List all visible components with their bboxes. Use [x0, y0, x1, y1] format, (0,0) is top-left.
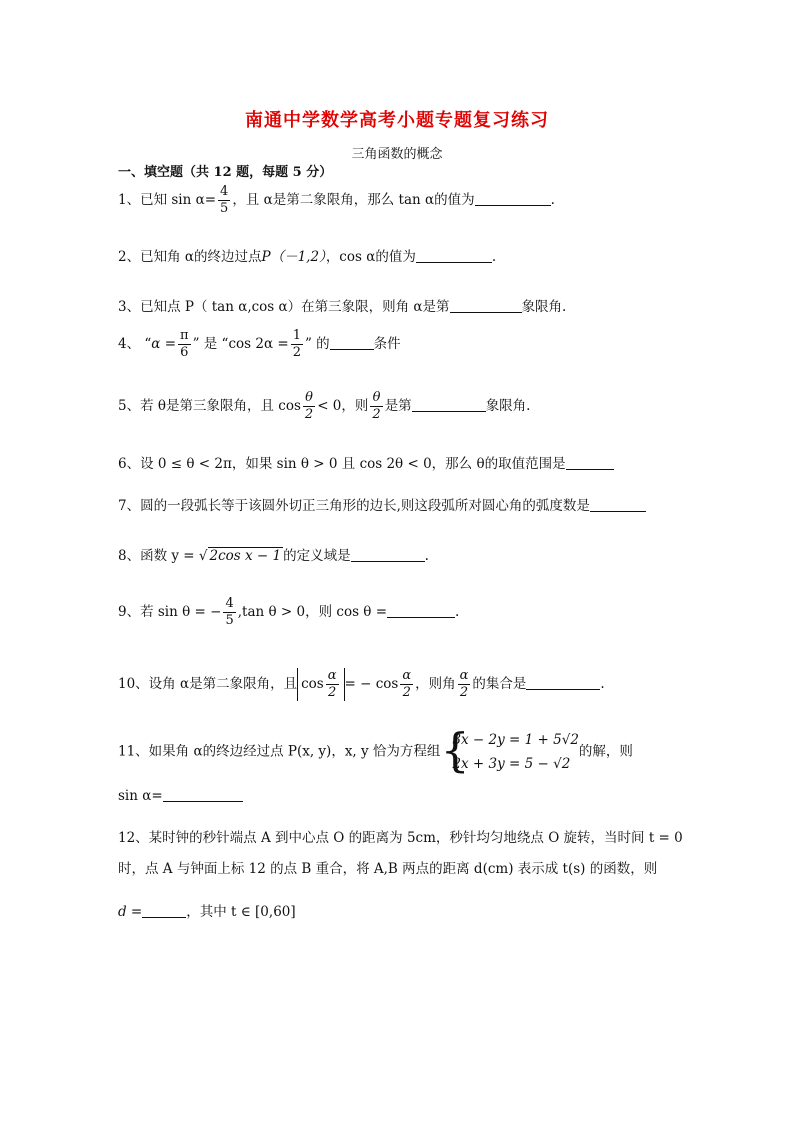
q3-answer-blank[interactable] [450, 298, 522, 313]
q8-text-b: 的定义域是 [283, 548, 351, 564]
question-11-answer-line [118, 787, 243, 804]
q5-fraction-1: $\frac{\theta}{2}$ [304, 390, 314, 422]
q2-point: P（－1,2） [261, 249, 326, 265]
q5-text-d: 象限角. [485, 398, 531, 414]
q9-text-a: 9、若 sin θ = − [118, 604, 222, 620]
q10-fraction-2: $\frac{\alpha}{2}$ [402, 668, 412, 700]
q7-answer-blank[interactable] [590, 497, 646, 512]
q11-text-b: 的解，则 [578, 743, 633, 760]
q5-fraction-2: $\frac{\theta}{2}$ [372, 390, 381, 422]
q3-text-a: 3、已知点 P（ tan α,cos α）在第三象限，则角 α是第 [118, 299, 450, 315]
question-11 [118, 723, 633, 777]
q6-answer-blank[interactable] [566, 455, 614, 470]
q4-fraction-1: $\frac{\pi}{6}$ [180, 328, 189, 360]
question-12-line-1: 12、某时钟的秒针端点 A 到中心点 O 的距离为 5cm，秒针均匀地绕点 O 旋转，当时间 t = 0 [118, 830, 683, 846]
question-3 [118, 295, 566, 315]
q9-answer-blank[interactable] [387, 603, 455, 618]
q10-text-d: 的集合是 [472, 676, 527, 692]
page-subtitle: 三角函数的概念 [351, 147, 443, 162]
question-9: 9、若 sin θ = − $\frac{4}{5}$ ,tan θ > 0，则 cos θ = . [118, 596, 460, 628]
q10-text-a: 10、设角 α是第二象限角，且 [118, 676, 298, 692]
q3-text-b: 象限角. [521, 299, 567, 315]
question-10: 10、设角 α是第二象限角，且 cos $\frac{\alpha}{2}$ = − cos $\frac{\alpha}{2}$ ，则角 $\frac{\alpha}{2}$ 的集合是 . [118, 668, 605, 700]
q10-answer-blank[interactable] [526, 675, 600, 690]
q4-text-a: 4、 “ [118, 336, 152, 352]
question-12-line-3 [118, 900, 296, 920]
question-8: 8、函数 y = √ 2cos x − 1 的定义域是 . [118, 548, 429, 564]
q4-text-c: ” 的 [304, 336, 330, 352]
q10-text-b: = − cos [344, 676, 399, 692]
q2-answer-blank[interactable] [416, 248, 492, 263]
q1-text-b: ，且 α是第二象限角，那么 tan α的值为 [232, 192, 475, 208]
q11-equation-1: 3x − 2y = 1 + 5√2 [452, 732, 579, 748]
question-12-line-2: 时，点 A 与钟面上标 12 的点 B 重合，将 A,B 两点的距离 d(cm) 表示成 t(s) 的函数，则 [118, 861, 658, 877]
question-1: 1、已知 sin α= $\frac{4}{5}$ ，且 α是第二象限角，那么 tan α的值为 . [118, 184, 555, 216]
q9-fraction: $\frac{4}{5}$ [225, 596, 234, 628]
q11-equation-2: 2x + 3y = 5 − √2 [452, 756, 571, 772]
q12-text-b: ，其中 t ∈ [0,60] [186, 904, 296, 920]
q1-text-a: 1、已知 sin α= [118, 192, 217, 208]
q11-text-a: 11、如果角 α的终边经过点 P(x, y)，x, y 恰为方程组 [118, 743, 441, 760]
q4-fraction-2: $\frac{1}{2}$ [292, 328, 301, 360]
q10-text-c: ，则角 [415, 676, 456, 692]
question-2: 2、已知角 α的终边过点P（－1,2），cos α的值为 . [118, 249, 497, 265]
q9-text-b: ,tan θ > 0，则 cos θ = [237, 604, 388, 620]
q2-text-b: ，cos α的值为 [325, 249, 416, 265]
q2-text-a: 2、已知角 α的终边过点 [118, 249, 262, 265]
q12-text-a: d = [118, 904, 143, 920]
question-4: 4、 “α = $\frac{\pi}{6}$ ” 是 “cos 2α = $\frac{1}{2}$ ” 的 条件 [118, 328, 401, 360]
q12-answer-blank[interactable] [142, 903, 186, 918]
q4-answer-blank[interactable] [330, 335, 374, 350]
q5-answer-blank[interactable] [412, 397, 486, 412]
q10-fraction-3: $\frac{\alpha}{2}$ [459, 668, 469, 700]
q10-absolute-value: cos $\frac{\alpha}{2}$ [297, 668, 344, 701]
q1-answer-blank[interactable] [475, 191, 551, 206]
q8-answer-blank[interactable] [351, 547, 425, 562]
q11-answer-blank[interactable] [163, 787, 243, 802]
q1-fraction: $\frac{4}{5}$ [220, 184, 229, 216]
q8-radicand: 2cos x − 1 [209, 548, 282, 564]
q5-text-b: < 0，则 [317, 398, 369, 414]
q5-text-c: 是第 [384, 398, 412, 414]
q4-text-b: ” 是 “cos 2α = [192, 336, 289, 352]
page-title: 南通中学数学高考小题专题复习练习 [245, 110, 549, 131]
question-6 [118, 452, 614, 472]
q8-text-a: 8、函数 y = [118, 548, 195, 564]
question-7 [118, 494, 646, 514]
question-5 [118, 390, 530, 423]
section-heading: 一、填空题（共 12 题，每题 5 分） [118, 165, 333, 180]
q6-text: 6、设 0 ≤ θ < 2π，如果 sin θ > 0 且 cos 2θ < 0，那么 θ的取值范围是 [118, 456, 566, 472]
q5-text-a: 5、若 θ是第三象限角，且 cos [118, 398, 301, 414]
q11-text-c: sin α= [118, 788, 163, 804]
q11-equation-system: { 3x − 2y = 1 + 5√2 2x + 3y = 5 − √2 [440, 723, 579, 777]
q7-text: 7、圆的一段弧长等于该圆外切正三角形的边长,则这段弧所对圆心角的弧度数是 [118, 498, 590, 514]
q4-text-d: 条件 [373, 336, 401, 352]
